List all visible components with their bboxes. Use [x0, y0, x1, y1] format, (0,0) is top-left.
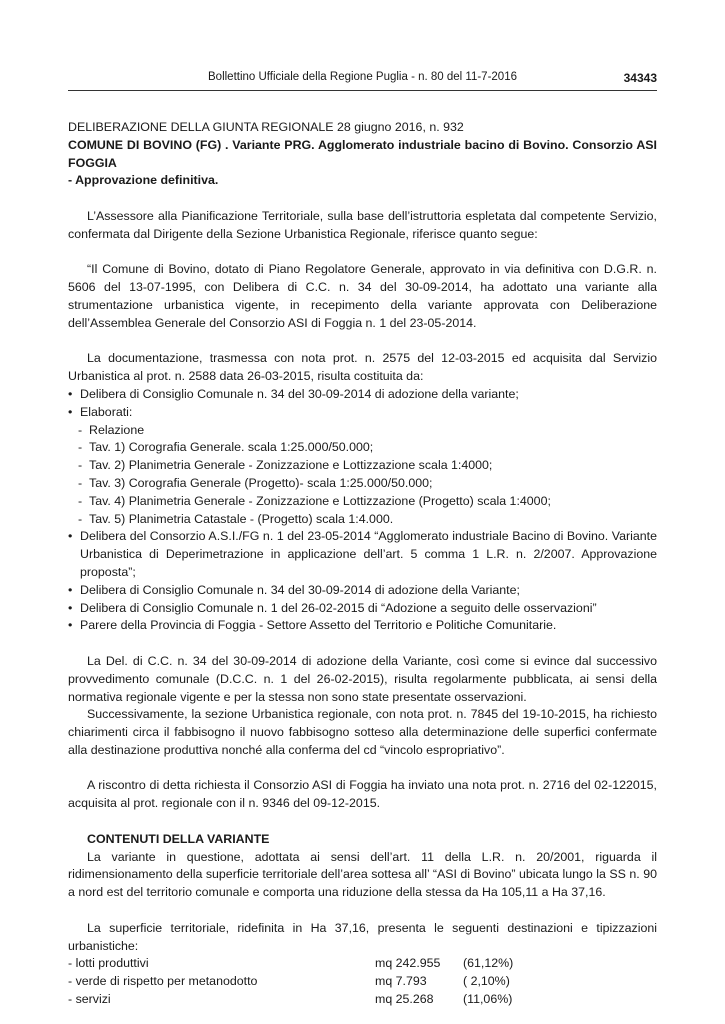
row-area: mq 242.955 — [375, 956, 441, 971]
subject-line-2: - Approvazione definitiva. — [68, 173, 219, 188]
table-row — [68, 973, 657, 991]
paragraph-assessore: L’Assessore alla Pianificazione Territoriale, sulla base dell’istruttoria espletata dal competente Servizio, confermata dal Dirigente della Sezione Urbanistica Regionale, riferisce quanto segue: — [68, 208, 657, 241]
page-number: 34343 — [623, 71, 657, 85]
table-row — [68, 991, 657, 1009]
dash-item: - Relazione — [68, 422, 657, 440]
deliberation-line: DELIBERAZIONE DELLA GIUNTA REGIONALE 28 giugno 2016, n. 932 — [68, 120, 464, 134]
bullet-item: • Delibera di Consiglio Comunale n. 1 del 26-02-2015 di “Adozione a seguito delle osservazioni” — [68, 600, 657, 618]
paragraph-del-cc: La Del. di C.C. n. 34 del 30-09-2014 di adozione della Variante, così come si evince dal successivo provvedimento comunale (D.C.C. n. 1 del 26-02-2015), risulta regolarmente pubblicata, ai sensi della normativa regionale vigente e per la stessa non sono state presentate osservazioni. — [68, 653, 657, 704]
dash-item: - Tav. 1) Corografia Generale. scala 1:25.000/50.000; — [68, 439, 657, 457]
paragraph-riscontro: A riscontro di detta richiesta il Consorzio ASI di Foggia ha inviato una nota prot. n. 2716 del 02-122015, acquisita al prot. regionale con il n. 9346 del 09-12-2015. — [68, 778, 657, 811]
bullet-item: • Delibera del Consorzio A.S.I./FG n. 1 del 23-05-2014 “Agglomerato industriale Bacino di Bovino. Variante Urbanistica di Deperimetrazione in applicazione dell’art. 5 comma 1 L.R. n. 2/2007. Approvazione proposta”; — [68, 528, 657, 581]
bullet-item: • Elaborati: — [68, 404, 657, 422]
row-label: - lotti produttivi — [68, 956, 149, 971]
row-percent: ( 2,10%) — [463, 974, 510, 989]
document-body — [68, 119, 657, 1009]
dash-item: - Tav. 3) Corografia Generale (Progetto)- scala 1:25.000/50.000; — [68, 475, 657, 493]
section-heading: CONTENUTI DELLA VARIANTE — [87, 831, 270, 846]
bullet-item: • Parere della Provincia di Foggia - Settore Assetto del Territorio e Politiche Comunitarie. — [68, 617, 657, 635]
row-label: - servizi — [68, 992, 111, 1007]
dash-item: - Tav. 4) Planimetria Generale - Zonizzazione e Lottizzazione (Progetto) scala 1:4000; — [68, 493, 657, 511]
paragraph-variante: La variante in questione, adottata ai sensi dell’art. 11 della L.R. n. 20/2001, riguarda il ridimensionamento della superficie territoriale dell’area sottesa all’ “ASI di Bovino” ubicata lungo la SS n. 90 a nord est del territorio comunale e comporta una riduzione della stessa da Ha 105,11 a Ha 37,16. — [68, 849, 657, 900]
subject-line-1: COMUNE DI BOVINO (FG) . Variante PRG. Agglomerato industriale bacino di Bovino. Consorzio ASI FOGGIA — [68, 137, 657, 170]
bullet-item: • Delibera di Consiglio Comunale n. 34 del 30-09-2014 di adozione della Variante; — [68, 582, 657, 600]
bulletin-title: Bollettino Ufficiale della Regione Puglia - n. 80 del 11-7-2016 — [208, 71, 517, 83]
row-percent: (11,06%) — [463, 992, 513, 1007]
paragraph-comune: “Il Comune di Bovino, dotato di Piano Regolatore Generale, approvato in via definitiva con D.G.R. n. 5606 del 13-07-1995, con Delibera di C.C. n. 34 del 30-09-2014, ha adottato una variante alla strumentazione urbanistica vigente, in recepimento della variante approvata con Deliberazione dell’Assemblea Generale del Consorzio ASI di Foggia n. 1 del 23-05-2014. — [68, 262, 657, 330]
paragraph-documentazione: La documentazione, trasmessa con nota prot. n. 2575 del 12-03-2015 ed acquisita dal Servizio Urbanistica al prot. n. 2588 data 26-03-2015, risulta costituita da: — [68, 351, 657, 384]
paragraph-superficie: La superficie territoriale, ridefinita in Ha 37,16, presenta le seguenti destinazioni e tipizzazioni urbanistiche: — [68, 920, 657, 953]
bullet-item: • Delibera di Consiglio Comunale n. 34 del 30-09-2014 di adozione della variante; — [68, 386, 657, 404]
dash-item: - Tav. 5) Planimetria Catastale - (Progetto) scala 1:4.000. — [68, 511, 657, 529]
row-area: mq 7.793 — [375, 974, 427, 989]
row-area: mq 25.268 — [375, 992, 434, 1007]
header-divider — [68, 90, 657, 91]
row-percent: (61,12%) — [463, 956, 514, 971]
paragraph-successivamente: Successivamente, la sezione Urbanistica regionale, con nota prot. n. 7845 del 19-10-2015, ha richiesto chiarimenti circa il fabbisogno il nuovo fabbisogno sotteso alla determinazione delle superfici confermate alla destinazione produttiva nonché alla conferma del cd “vincolo espropriativo”. — [68, 707, 657, 757]
dash-item: - Tav. 2) Planimetria Generale - Zonizzazione e Lottizzazione scala 1:4000; — [68, 457, 657, 475]
row-label: - verde di rispetto per metanodotto — [68, 974, 258, 989]
page-header — [68, 71, 657, 85]
table-row — [68, 955, 657, 973]
